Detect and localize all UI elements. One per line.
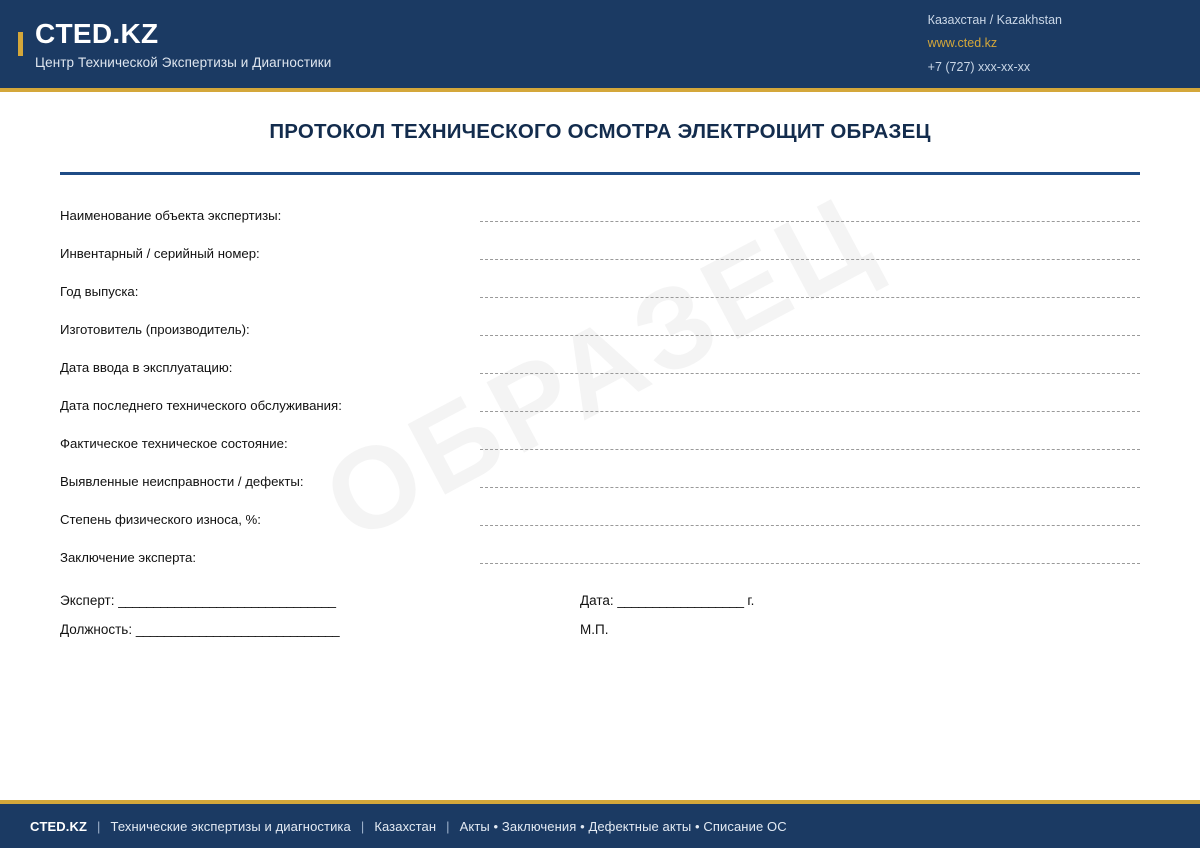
position-fill-line[interactable]: _____________________________ <box>135 622 340 637</box>
title-divider <box>60 172 1140 175</box>
field-row <box>60 455 1140 493</box>
field-label: Год выпуска: <box>60 284 139 299</box>
expert-label: Эксперт: <box>60 593 115 608</box>
page-title: ПРОТОКОЛ ТЕХНИЧЕСКОГО ОСМОТРА ЭЛЕКТРОЩИТ ОБРАЗЕЦ <box>269 120 931 143</box>
field-label: Дата ввода в эксплуатацию: <box>60 360 233 375</box>
field-label: Дата последнего технического обслуживания: <box>60 398 342 413</box>
brand-subtitle: Центр Технической Экспертизы и Диагностики <box>35 55 332 71</box>
field-input-line[interactable] <box>480 258 1140 260</box>
date-label: Дата: <box>580 593 614 608</box>
field-row <box>60 379 1140 417</box>
footer-separator: | <box>360 818 365 834</box>
signature-block <box>60 593 1140 651</box>
date-line <box>580 593 1140 608</box>
header-website-link[interactable]: www.cted.kz <box>927 36 998 51</box>
position-signature-line <box>60 622 580 637</box>
field-input-line[interactable] <box>480 334 1140 336</box>
field-label: Степень физического износа, %: <box>60 512 261 527</box>
field-label: Наименование объекта экспертизы: <box>60 208 282 223</box>
page-footer <box>0 804 1200 848</box>
brand-text <box>35 18 331 70</box>
brand-name: CTED.KZ <box>35 17 159 49</box>
field-row <box>60 493 1140 531</box>
date-fill-line[interactable]: __________________ <box>617 593 744 608</box>
field-row <box>60 303 1140 341</box>
field-input-line[interactable] <box>480 410 1140 412</box>
header-accent-rule <box>0 88 1200 92</box>
position-label: Должность: <box>60 622 133 637</box>
date-suffix: г. <box>747 593 755 608</box>
field-row <box>60 265 1140 303</box>
field-input-line[interactable] <box>480 372 1140 374</box>
field-input-line[interactable] <box>480 486 1140 488</box>
expert-fill-line[interactable]: _______________________________ <box>118 593 336 608</box>
expert-signature-line <box>60 593 580 608</box>
page-header <box>0 0 1200 88</box>
page-footer-wrapper <box>0 800 1200 848</box>
document-body <box>0 120 1200 651</box>
field-label: Фактическое техническое состояние: <box>60 436 288 451</box>
field-row <box>60 189 1140 227</box>
field-input-line[interactable] <box>480 220 1140 222</box>
footer-services: Акты • Заключения • Дефектные акты • Списание ОС <box>459 818 787 834</box>
field-input-line[interactable] <box>480 562 1140 564</box>
field-row <box>60 531 1140 569</box>
header-country: Казахстан / Kazakhstan <box>927 13 1062 28</box>
field-input-line[interactable] <box>480 524 1140 526</box>
signature-right-column <box>580 593 1140 651</box>
footer-brand: CTED.KZ <box>30 818 88 834</box>
field-row <box>60 341 1140 379</box>
field-input-line[interactable] <box>480 448 1140 450</box>
field-input-line[interactable] <box>480 296 1140 298</box>
signature-left-column <box>60 593 580 651</box>
footer-separator: | <box>446 818 450 834</box>
footer-separator: | <box>97 818 101 834</box>
field-label: Инвентарный / серийный номер: <box>60 246 260 261</box>
field-label: Изготовитель (производитель): <box>60 322 250 337</box>
stamp-label: М.П. <box>580 622 609 637</box>
field-row <box>60 227 1140 265</box>
brand-accent-bar <box>18 32 23 56</box>
field-label: Выявленные неисправности / дефекты: <box>60 474 304 489</box>
fields-list <box>60 189 1140 569</box>
footer-section: Технические экспертизы и диагностика <box>110 818 351 834</box>
header-phone: +7 (727) xxx-xx-xx <box>927 59 1031 74</box>
field-row <box>60 417 1140 455</box>
header-contacts <box>928 9 1160 78</box>
footer-country: Казахстан <box>374 818 437 834</box>
brand-block <box>0 18 331 70</box>
field-label: Заключение эксперта: <box>60 550 197 565</box>
